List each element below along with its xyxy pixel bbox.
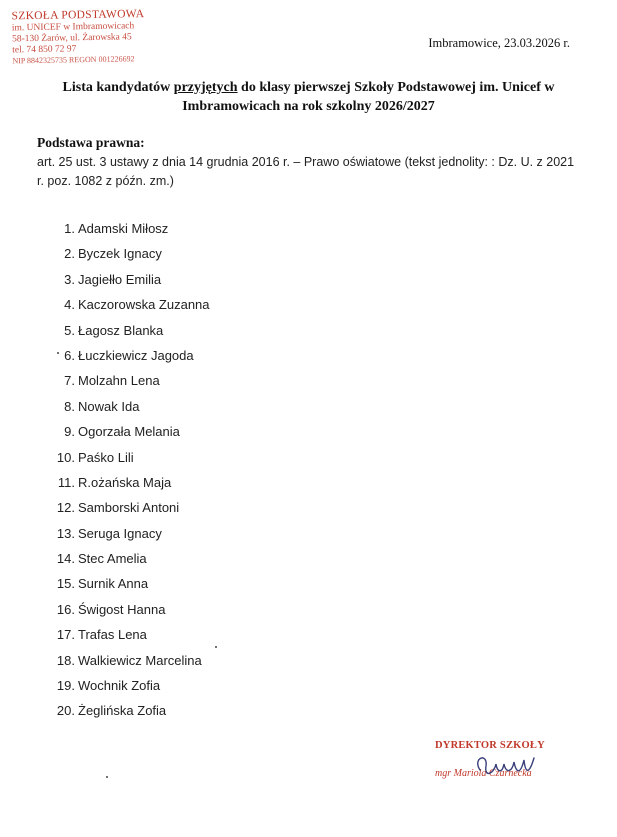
list-item <box>53 571 210 596</box>
list-item <box>53 673 210 698</box>
list-item <box>53 343 210 368</box>
list-item-number: 7. <box>64 373 75 389</box>
student-name: Seruga Ignacy <box>78 525 162 541</box>
list-item-number: 4. <box>64 297 75 313</box>
scan-speck <box>215 646 217 648</box>
list-item-number: 11. <box>57 474 75 490</box>
scan-speck <box>57 352 59 354</box>
student-name: Stec Amelia <box>78 551 147 567</box>
list-item-number: 3. <box>64 271 75 287</box>
list-item <box>53 318 210 343</box>
document-title <box>35 78 582 116</box>
student-name: Samborski Antoni <box>78 500 180 516</box>
stamp-line: 58-130 Żarów, ul. Żarowska 45 <box>11 32 132 45</box>
student-name: Świgost Hanna <box>78 601 166 617</box>
student-name: Łagosz Blanka <box>78 322 164 338</box>
student-name: Molzahn Lena <box>78 373 160 389</box>
scan-speck <box>106 776 108 778</box>
list-item-number: 1. <box>64 221 75 236</box>
student-name: Ogorzała Melania <box>78 424 180 440</box>
list-item-number: 6. <box>64 347 75 363</box>
list-item <box>53 597 210 622</box>
legal-basis-text: art. 25 ust. 3 ustawy z dnia 14 grudnia 2016 r. – Prawo oświatowe (tekst jednolity: : Dz. U. z 2021 r. poz. 1082 z późn. zm.) <box>37 155 575 188</box>
list-item <box>53 546 210 571</box>
list-item <box>53 292 210 317</box>
list-item <box>53 622 210 647</box>
stamp-line: tel. 74 850 72 97 <box>12 44 77 56</box>
student-name: Jagiełło Emilia <box>78 271 162 287</box>
student-list <box>53 216 210 724</box>
list-item <box>53 521 210 546</box>
list-item-number: 19. <box>56 678 75 694</box>
signature-role: DYREKTOR SZKOŁY <box>435 740 545 751</box>
list-item-number: 17. <box>56 627 75 643</box>
student-name: Wochnik Zofia <box>78 678 161 694</box>
list-item <box>53 495 210 520</box>
student-name: Adamski Miłosz <box>78 221 169 236</box>
list-item <box>53 368 210 393</box>
legal-basis <box>37 135 582 191</box>
handwritten-signature <box>470 750 540 786</box>
stamp-line: im. UNICEF w Imbramowicach <box>11 21 135 34</box>
list-item <box>53 241 210 266</box>
title-underlined: przyjętych <box>173 80 238 95</box>
list-item-number: 18. <box>56 652 75 668</box>
student-name: Walkiewicz Marcelina <box>78 652 202 668</box>
student-name: R.ożańska Maja <box>78 474 172 490</box>
legal-basis-heading: Podstawa prawna: <box>37 135 145 150</box>
list-item-number: 16. <box>56 601 75 617</box>
student-name: Paśko Lili <box>78 449 134 465</box>
list-item <box>53 445 210 470</box>
list-item <box>53 216 210 241</box>
list-item-number: 20. <box>56 703 75 719</box>
student-name: Nowak Ida <box>78 398 140 414</box>
signature-name: mgr Mariola Czarnecka <box>435 768 532 779</box>
student-name: Kaczorowska Zuzanna <box>78 297 210 313</box>
title-part: do klasy pierwszej Szkoły Podstawowej im. Unicef w <box>237 80 555 95</box>
list-item-number: 15. <box>56 576 75 592</box>
signature-block <box>435 740 585 779</box>
list-item-number: 10. <box>56 449 75 465</box>
list-item-number: 2. <box>64 246 75 262</box>
list-item <box>53 394 210 419</box>
list-item-number: 5. <box>64 322 75 338</box>
list-item-number: 8. <box>64 398 75 414</box>
list-item <box>53 470 210 495</box>
list-item-number: 12. <box>56 500 75 516</box>
stamp-line: NIP 8842325735 REGON 001226692 <box>12 54 135 66</box>
student-name: Łuczkiewicz Jagoda <box>78 347 194 363</box>
title-part: Lista kandydatów <box>62 80 174 95</box>
document-date: Imbramowice, 23.03.2026 r. <box>428 36 570 50</box>
list-item-number: 14. <box>56 551 75 567</box>
list-item <box>53 267 210 292</box>
list-item <box>53 648 210 673</box>
student-name: Surnik Anna <box>78 576 149 592</box>
school-stamp <box>12 8 173 67</box>
list-item <box>53 698 210 723</box>
stamp-school-name: SZKOŁA PODSTAWOWA <box>11 8 145 23</box>
title-line2: Imbramowicach na rok szkolny 2026/2027 <box>182 99 435 114</box>
student-name: Byczek Ignacy <box>78 246 162 262</box>
list-item-number: 13. <box>56 525 75 541</box>
student-name: Trafas Lena <box>78 627 147 643</box>
student-name: Żeglińska Zofia <box>78 703 167 719</box>
list-item-number: 9. <box>64 424 75 440</box>
list-item <box>53 419 210 444</box>
